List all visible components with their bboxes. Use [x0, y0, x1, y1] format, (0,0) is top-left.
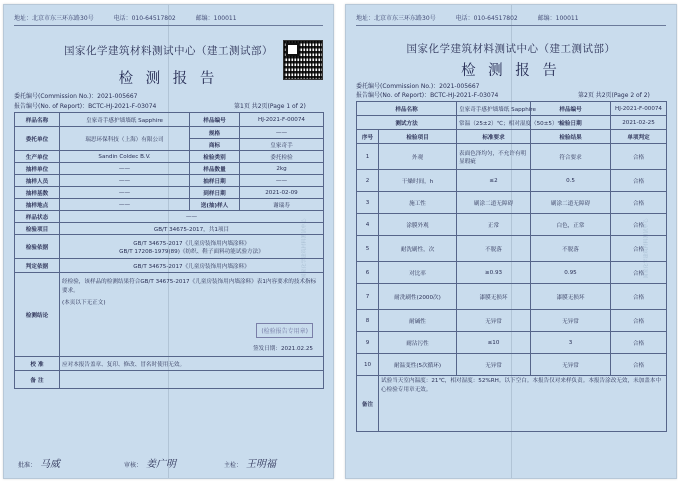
table-row	[357, 310, 667, 332]
label-cell: 样品数量	[190, 163, 240, 175]
conclusion-cell	[60, 273, 324, 357]
item-name: 干燥时间，h	[379, 170, 457, 192]
label-cell: 商标	[190, 139, 240, 151]
approver-label: 批准：	[18, 462, 37, 469]
item-verdict: 合格	[611, 284, 667, 310]
reviewer-label: 审核：	[124, 462, 143, 469]
label-cell: 抽样人员	[15, 175, 60, 187]
basis-line: GB/T 17208-1979(89)《纺织、鞋子面料功能试验方法》	[119, 248, 264, 255]
value-cell: 皇家奇手	[240, 139, 324, 151]
item-number: 5	[357, 236, 379, 262]
report-page-1	[3, 4, 334, 479]
label-cell: 检验日期	[531, 116, 611, 130]
table-row	[15, 235, 324, 259]
label-cell: 样品编号	[190, 113, 240, 127]
value-cell: GB/T 34675-2017，共1项目	[60, 223, 324, 235]
item-result: 0.95	[531, 262, 611, 284]
column-header: 检验项目	[379, 130, 457, 144]
value-cell	[60, 235, 324, 259]
center-title: 国家化学建筑材料测试中心（建工测试部）	[64, 45, 273, 57]
header-address: 地址：北京市东三环东路30号	[356, 15, 436, 22]
value-cell: 皇家奇手感护墙墙纸 Sapphire	[457, 102, 531, 116]
item-name: 耐沾污性	[379, 332, 457, 354]
item-result: 无异常	[531, 354, 611, 376]
item-result: 不脱落	[531, 236, 611, 262]
conclusion-note: (本页以下无正文)	[62, 300, 106, 306]
value-cell	[60, 371, 324, 389]
page-info: 第2页 共2页(Page 2 of 2)	[578, 92, 650, 99]
qr-code-icon	[283, 40, 323, 80]
value-cell: 2021-02-09	[240, 187, 324, 199]
table-row	[15, 175, 324, 187]
table-row	[15, 151, 324, 163]
item-number: 1	[357, 144, 379, 170]
table-row	[357, 236, 667, 262]
table-row	[15, 113, 324, 127]
header-address: 地址：北京市东三环东路30号	[14, 15, 94, 22]
item-result: 3	[531, 332, 611, 354]
approver-signature: 马威	[40, 459, 60, 470]
header-phone: 电话：010-64517802	[455, 15, 518, 22]
column-header: 检验结果	[531, 130, 611, 144]
item-result: 漆膜无损坏	[531, 284, 611, 310]
item-requirement: 无异常	[457, 354, 531, 376]
commission-number: 委托编号(Commission No.)：2021-005667	[14, 93, 138, 100]
inspection-stamp: (检验报告专用章)	[256, 323, 313, 338]
item-name: 外观	[379, 144, 457, 170]
label-cell: 检验项目	[15, 223, 60, 235]
label-cell: 样品名称	[15, 113, 60, 127]
report-number: 报告编号(No. of Report)：BCTC-HJ-2021-F-03074	[14, 103, 157, 110]
label-cell: 样品状态	[15, 211, 60, 223]
page-info: 第1页 共2页(Page 1 of 2)	[234, 103, 306, 110]
item-requirement: 表面色泽均匀，不允许有明显瑕疵	[457, 144, 531, 170]
column-header: 序号	[357, 130, 379, 144]
table-row	[357, 214, 667, 236]
center-title: 国家化学建筑材料测试中心（建工测试部）	[406, 43, 616, 55]
item-name: 涂膜外观	[379, 214, 457, 236]
table-row	[15, 357, 324, 371]
item-requirement: ≤10	[457, 332, 531, 354]
page-header	[356, 13, 666, 26]
item-name: 耐碱性	[379, 310, 457, 332]
value-cell: 瑞思环保科技（上海）有限公司	[60, 127, 190, 151]
item-requirement: 无异常	[457, 310, 531, 332]
value-cell: 应对本报告盖章、复印、修改、冒名时使用无效。	[60, 357, 324, 371]
remarks-label: 备注	[357, 376, 379, 432]
label-cell: 校 准	[15, 357, 60, 371]
label-cell: 检验类别	[190, 151, 240, 163]
table-header-row	[357, 130, 667, 144]
table-row	[357, 102, 667, 116]
item-verdict: 合格	[611, 170, 667, 192]
table-row	[357, 144, 667, 170]
header-postcode: 邮编：100011	[537, 15, 579, 22]
label-cell: 测试方法	[357, 116, 457, 130]
item-number: 6	[357, 262, 379, 284]
table-row	[15, 371, 324, 389]
issue-date: 签发日期：2021.02.25	[253, 346, 313, 352]
item-name: 耐洗刷性(2000次)	[379, 284, 457, 310]
table-row	[357, 192, 667, 214]
header-postcode: 邮编：100011	[195, 15, 237, 22]
item-requirement: 正常	[457, 214, 531, 236]
item-name: 耐温变性(5次循环)	[379, 354, 457, 376]
table-row	[357, 170, 667, 192]
item-number: 9	[357, 332, 379, 354]
value-cell: ——	[60, 211, 324, 223]
label-cell: 抽样日期	[190, 175, 240, 187]
remarks-text: 试验当天室内温度：21℃，相对湿度：52%RH。以下空白。本报告仅对来样负责。本报告涂改无效，未加盖本中心检验专用章无效。	[379, 376, 667, 432]
table-row	[15, 273, 324, 357]
report-info-table	[14, 112, 324, 389]
item-verdict: 合格	[611, 354, 667, 376]
label-cell: 规格	[190, 127, 240, 139]
column-header: 单项判定	[611, 130, 667, 144]
item-name: 耐洗刷性，次	[379, 236, 457, 262]
page-header	[14, 13, 323, 26]
item-verdict: 合格	[611, 310, 667, 332]
table-row	[357, 262, 667, 284]
reviewer-signature: 姜广明	[146, 459, 176, 470]
column-header: 标准要求	[457, 130, 531, 144]
item-number: 3	[357, 192, 379, 214]
item-verdict: 合格	[611, 214, 667, 236]
item-verdict: 合格	[611, 144, 667, 170]
header-phone: 电话：010-64517802	[113, 15, 176, 22]
table-row	[357, 332, 667, 354]
item-number: 2	[357, 170, 379, 192]
item-requirement: ≥0.93	[457, 262, 531, 284]
label-cell: 到样日期	[190, 187, 240, 199]
report-number: 报告编号(No. of Report)：BCTC-HJ-2021-F-03074	[356, 92, 499, 99]
test-results-table	[356, 101, 667, 432]
table-row	[357, 376, 667, 432]
item-result: 无异常	[531, 310, 611, 332]
item-name: 施工性	[379, 192, 457, 214]
value-cell: Sandin Coldec B.V.	[60, 151, 190, 163]
label-cell: 检测结论	[15, 273, 60, 357]
item-verdict: 合格	[611, 262, 667, 284]
commission-number: 委托编号(Commission No.)：2021-005667	[356, 83, 480, 90]
value-cell: ——	[240, 127, 324, 139]
value-cell: ——	[60, 187, 190, 199]
table-row	[15, 127, 324, 139]
report-page-2	[345, 4, 677, 479]
item-result: 白色，正常	[531, 214, 611, 236]
label-cell: 生产单位	[15, 151, 60, 163]
value-cell: 2kg	[240, 163, 324, 175]
table-row	[357, 354, 667, 376]
item-number: 7	[357, 284, 379, 310]
value-cell: ——	[60, 175, 190, 187]
value-cell: 委托检验	[240, 151, 324, 163]
table-row	[15, 211, 324, 223]
item-number: 4	[357, 214, 379, 236]
value-cell: HJ-2021-F-00074	[240, 113, 324, 127]
label-cell: 抽样单位	[15, 163, 60, 175]
item-result: 刷涂二道无障碍	[531, 192, 611, 214]
item-verdict: 合格	[611, 192, 667, 214]
value-cell: 谢瑞寿	[240, 199, 324, 211]
report-title: 检 测 报 告	[118, 71, 219, 87]
item-verdict: 合格	[611, 332, 667, 354]
table-row	[15, 223, 324, 235]
label-cell: 判定依据	[15, 259, 60, 273]
value-cell: 2021-02-25	[611, 116, 667, 130]
item-number: 10	[357, 354, 379, 376]
value-cell: GB/T 34675-2017《儿童房装饰用内墙涂料》	[60, 259, 324, 273]
table-row	[15, 199, 324, 211]
table-row	[15, 187, 324, 199]
table-row	[15, 163, 324, 175]
value-cell: ——	[240, 175, 324, 187]
value-cell: HJ-2021-F-00074	[611, 102, 667, 116]
table-row	[357, 116, 667, 130]
basis-line: GB/T 34675-2017《儿童房装饰用内墙涂料》	[133, 240, 250, 247]
label-cell: 样品名称	[357, 102, 457, 116]
item-number: 8	[357, 310, 379, 332]
watermark: 国家化学建筑材料测试中心	[301, 218, 308, 279]
value-cell: 常温（25±2）℃；相对湿度（50±5）%	[457, 116, 531, 130]
report-title: 检 测 报 告	[461, 63, 561, 79]
label-cell: 样品编号	[531, 102, 611, 116]
label-cell: 抽样地点	[15, 199, 60, 211]
item-name: 对比率	[379, 262, 457, 284]
item-verdict: 合格	[611, 236, 667, 262]
item-requirement: 漆膜无损坏	[457, 284, 531, 310]
tester-signature: 王明福	[246, 459, 276, 470]
item-requirement: 刷涂二道无障碍	[457, 192, 531, 214]
conclusion-text: 经检验，该样品的检测结果符合GB/T 34675-2017《儿童房装饰用内墙涂料》表1内容要求的技术指标要求。	[62, 279, 317, 294]
tester-label: 主检：	[224, 462, 243, 469]
label-cell: 送(抽)样人	[190, 199, 240, 211]
item-requirement: ≤2	[457, 170, 531, 192]
item-result: 符合要求	[531, 144, 611, 170]
label-cell: 委托单位	[15, 127, 60, 151]
item-result: 0.5	[531, 170, 611, 192]
table-row	[357, 284, 667, 310]
label-cell: 备 注	[15, 371, 60, 389]
watermark: 国家化学建筑材料测试中心	[643, 218, 650, 279]
value-cell: ——	[60, 199, 190, 211]
table-row	[15, 259, 324, 273]
label-cell: 抽样基数	[15, 187, 60, 199]
value-cell: 皇家奇手感护墙墙纸 Sapphire	[60, 113, 190, 127]
label-cell: 检验依据	[15, 235, 60, 259]
item-requirement: 不脱落	[457, 236, 531, 262]
value-cell: ——	[60, 163, 190, 175]
